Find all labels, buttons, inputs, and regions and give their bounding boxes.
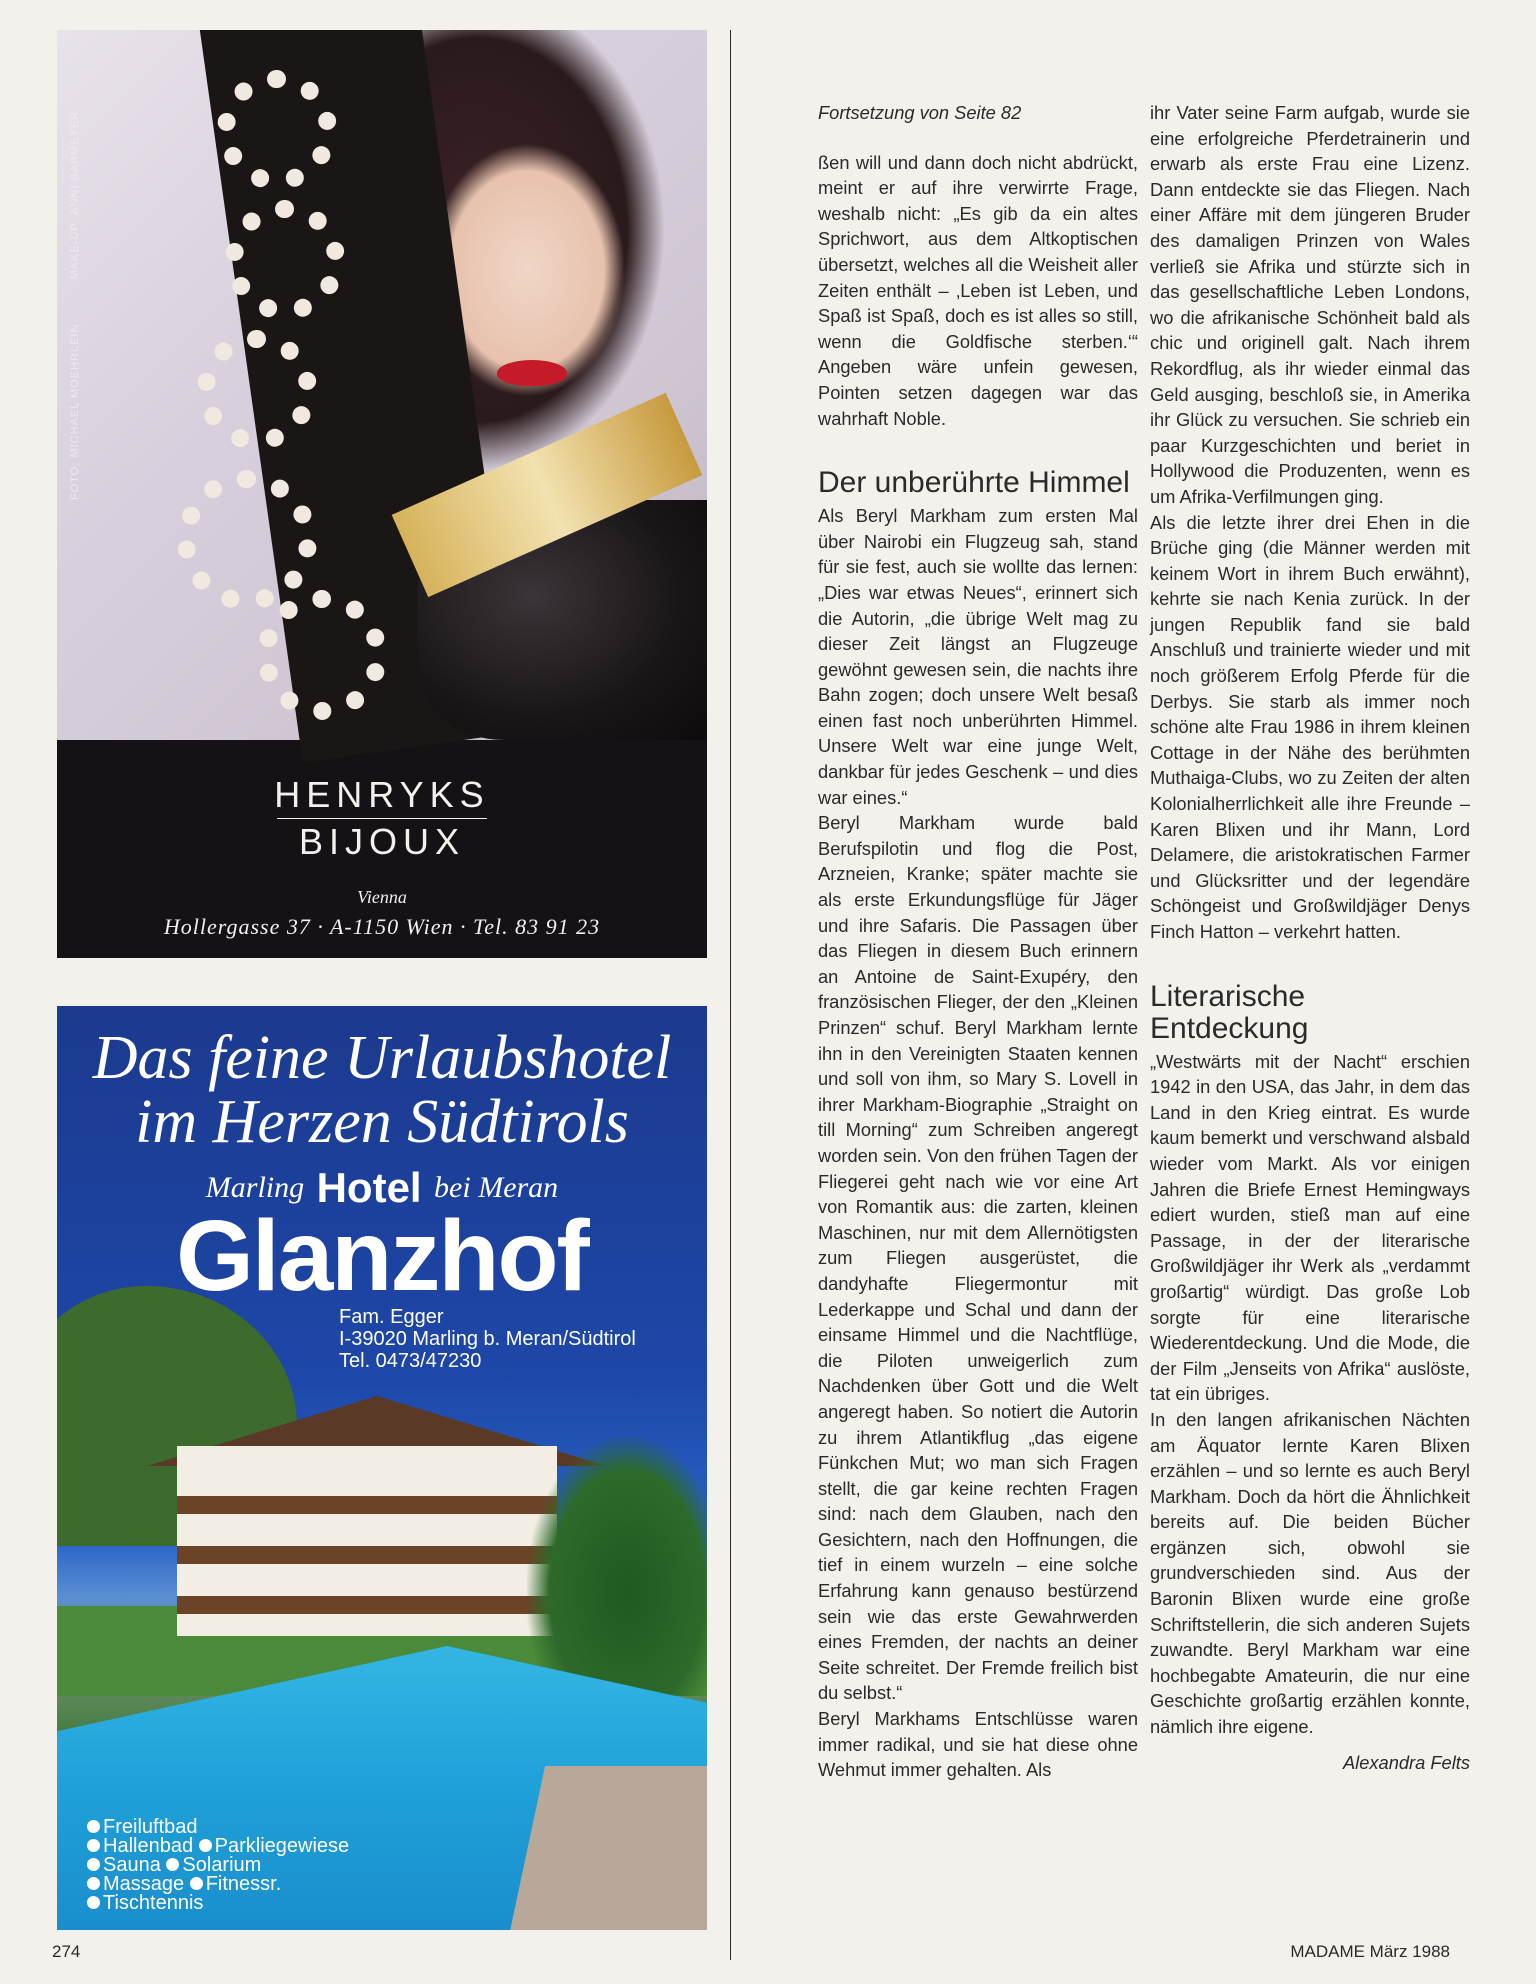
page-number: 274 (52, 1942, 81, 1961)
hotel-location-line: Marling Hotel bei Meran (205, 1164, 559, 1211)
balcony-image (177, 1596, 557, 1614)
bullet-icon (87, 1839, 100, 1852)
brand-address: Hollergasse 37 · A-1150 Wien · Tel. 83 91 23 (163, 914, 601, 939)
trees-image (527, 1436, 707, 1696)
brooch-image (217, 70, 337, 190)
brooch-image (225, 200, 345, 320)
article-paragraph: Als Beryl Markham zum ersten Mal über Nairobi ein Flugzeug sah, stand für sie fest, auch sie wollte das lernen: „Dies war etwas Neues“, erinnert sich die Autorin, „die übrige Welt mag zu dieser Zeit längst an Flugzeuge gewöhnt gewesen sein, die nachts ihre Bahn zogen; doch unsere Welt besaß einen fast noch unberührten Himmel. Unsere Welt war eine junge Welt, dankbar für jedes Geschenk – und dies war eines.“ (818, 505, 1138, 808)
article-paragraph: Beryl Markhams Entschlüsse waren immer radikal, und sie hat diese ohne Wehmut immer gehalten. Als (818, 1708, 1138, 1781)
balcony-image (177, 1496, 557, 1514)
brooch-image (197, 330, 317, 450)
henryks-bijoux-ad (57, 30, 707, 958)
brand-name-line2: BIJOUX (298, 821, 466, 862)
ad-photo-model (57, 30, 707, 740)
continued-note: Fortsetzung von Seite 82 (818, 102, 1022, 123)
bullet-icon (87, 1858, 100, 1871)
brand-name-line1: HENRYKS (274, 774, 490, 815)
article-author: Alexandra Felts (1342, 1751, 1470, 1773)
column-divider (730, 30, 731, 1960)
photo-credit: FOTO: MICHAEL MOEHRLEIN MAKE-UP: ANNI BARMEYER (69, 110, 81, 500)
hotel-slogan: Das feine Urlaubshotel im Herzen Südtirols (92, 1024, 672, 1156)
article-paragraph: ihr Vater seine Farm aufgab, wurde sie eine erfolgreiche Pferdetrainerin und erwarb als erste Frau eine Lizenz. Dann entdeckte sie das Fliegen. Nach einer Affäre mit dem jüngeren Bruder des damaligen Prinzen von Wales verließ sie Afrika und stürzte sich in das gesellschaftliche Leben Londons, wo die afrikanische Schönheit bald als chic und originell galt. Nach ihrem Rekordflug, als ihr wieder einmal das Geld ausging, beschloß sie, in Amerika ihr Glück zu versuchen. Sie schrieb ein paar Kurzgeschichten und beriet in Hollywood die Produzenten, wenn es um Afrika-Verfilmungen ging. (1150, 102, 1470, 507)
pool-deck-image (509, 1766, 707, 1930)
hotel-name: Glanzhof (176, 1200, 588, 1312)
brooch-image (257, 590, 387, 720)
bullet-icon (166, 1858, 179, 1871)
section-heading: Der unberührte Himmel (818, 466, 1130, 500)
article-column-2 (1150, 100, 1470, 1775)
hotel-contact: Fam. Egger I-39020 Marling b. Meran/Südtirol Tel. 0473/47230 (339, 1306, 636, 1372)
hotel-features-list: Freiluftbad Hallenbad Parkliegewiese Sauna Solarium Massage Fitnessr. Tischtennis (87, 1818, 349, 1913)
bullet-icon (87, 1877, 100, 1890)
ad-brand-block (57, 772, 707, 940)
article-paragraph: Als die letzte ihrer drei Ehen in die Brüche ging (die Männer werden mit keinem Wort in ihrem Buch erwähnt), kehrte sie nach Kenia zurück. In der jungen Republik fand sie bald Anschluß und trainierte wieder und mit noch größerem Erfolg Pferde für die Derbys. Sie starb als immer noch schöne alte Frau 1986 in ihrem kleinen Cottage in der Nähe des berühmten Muthaiga-Clubs, wo zu Zeiten der alten Kolonialherrlichkeit alle ihre Freunde – Karen Blixen und ihr Mann, Lord Delamere, die aristokratischen Farmer und Glücksritter und der legendäre Schöngeist und Großwildjäger Denys Finch Hatton – verkehrt hatten. (1150, 511, 1470, 942)
article-paragraph: „Westwärts mit der Nacht“ erschien 1942 in den USA, das Jahr, in dem das Land in den Krieg eintrat. Es wurde kaum bemerkt und verschwand alsbald wieder vom Markt. Als vor einigen Jahren die Briefe Ernest Hemingways ediert wurden, stieß man auf eine Passage, in der der literarische Großwildjäger ihr Werk als „verdammt großartig“ würdigt. Das große Lob sorgte für eine literarische Wiederentdeckung. Und die Mode, die der Film „Jenseits von Afrika“ auslöste, tat ein übriges. (1150, 1050, 1470, 1405)
article-paragraph: Beryl Markham wurde bald Berufspilotin und flog die Post, Arzneien, Kranke; später machte sie als erste Erkundungsflüge für Jäger und ihre Safaris. Die Passagen über das Fliegen in diesem Buch erinnern an Antoine de Saint-Exupéry, den französischen Flieger, der den „Kleinen Prinzen“ schuf. Beryl Markham lernte ihn in den Vereinigten Staaten kennen und soll von ihm, so Mary S. Lovell in ihrer Markham-Biographie „Straight on till Morning“ zum Schreiben angeregt worden sein. Von den frühen Tagen der Fliegerei geht nach wie vor eine Art von Romantik aus: die zarten, kleinen Maschinen, nur mit dem Allernötigsten zum Fliegen ausgerüstet, die dandyhafte Fliegermontur mit Lederkappe und Schal und dann der einsame Himmel und die Nachtflüge, die Piloten unweigerlich zum Nachdenken über Gott und die Welt angeregt haben. So notiert die Autorin zu ihrem Atlantikflug „das eigene Fünkchen Mut; wo man sich Fragen stellt, die gar keine rechten Fragen sind: nach dem Glauben, nach den Gesichtern, nach den Hoffnungen, die tief in einem wurzeln – eine solche Erfahrung kann genauso bestürzend sein wie das erste Gewahrwerden eines Fremden, der nachts an deiner Seite schreitet. Der Fremde freilich bist du selbst.“ (818, 812, 1138, 1704)
lips-image (497, 360, 567, 386)
article-paragraph: In den langen afrikanischen Nächten am Äquator lernte Karen Blixen erzählen – und so lernte es auch Beryl Markham. Doch da hört die Ähnlichkeit bereits auf. Die beiden Bücher ergänzen sich, obwohl sie grundverschieden sind. Aus der Baronin Blixen wurde eine große Schriftstellerin, die sich anderen Sujets zuwandte. Beryl Markham war eine hochbegabte Amateurin, die nur eine Geschichte großartig erzählen konnte, nämlich ihre eigene. (1150, 1408, 1470, 1738)
brand-city: Vienna (357, 887, 407, 907)
bullet-icon (87, 1896, 100, 1909)
balcony-image (177, 1546, 557, 1564)
hotel-glanzhof-ad (57, 1006, 707, 1930)
brooch-image (177, 470, 317, 610)
article-column-1 (818, 100, 1138, 1783)
article-paragraph: ßen will und dann doch nicht abdrückt, meint er auf ihre verwirrte Frage, weshalb nicht: „Es gib da ein altes Sprichwort, aus dem Altkoptischen übersetzt, welches all die Weisheit aller Zeiten enthält – ‚Leben ist Leben, und Spaß ist Spaß, doch es ist alles so still, wenn die Goldfische sterben.‘“ Angeben wäre unfein gewesen, Pointen setzen dagegen war das wahrhaft Noble. (818, 151, 1138, 429)
publication-info: MADAME März 1988 (1290, 1942, 1450, 1961)
bullet-icon (190, 1877, 203, 1890)
bullet-icon (87, 1820, 100, 1833)
bullet-icon (199, 1839, 212, 1852)
section-heading: Literarische Entdeckung (1150, 979, 1309, 1045)
